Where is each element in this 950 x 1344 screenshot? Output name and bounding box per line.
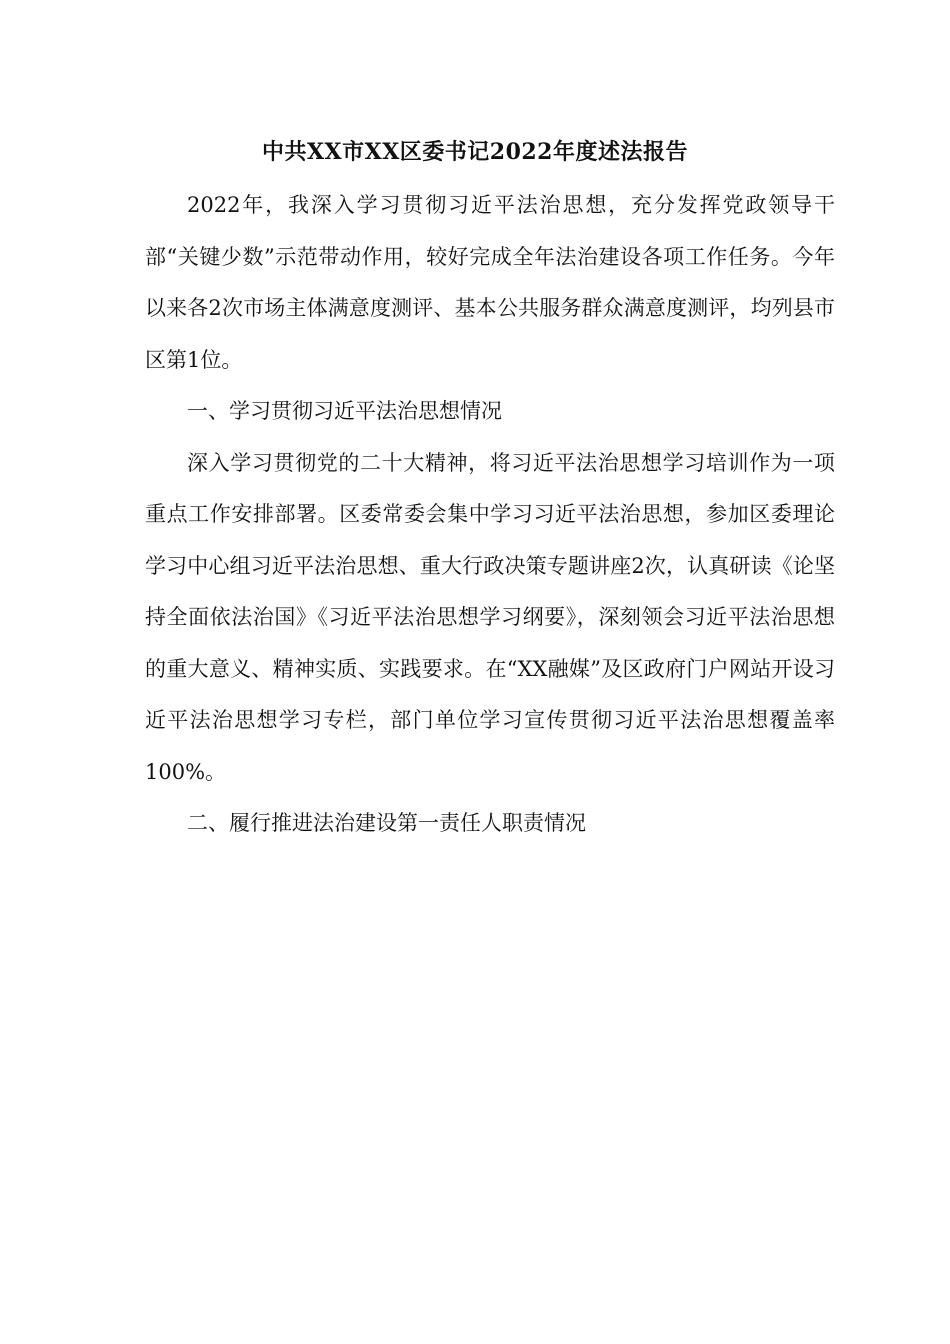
document-title: 中共XX市XX区委书记2022年度述法报告 [261,139,688,165]
document-body [145,180,835,850]
paragraph-intro: 2022年，我深入学习贯彻习近平法治思想，充分发挥党政领导干部“关键少数”示范带动作用，较好完成全年法治建设各项工作任务。今年以来各2次市场主体满意度测评、基本公共服务群众满意度测评，均列县市区第1位。 [145,193,835,372]
section-heading-2: 二、履行推进法治建设第一责任人职责情况 [187,811,586,835]
paragraph-section-1: 深入学习贯彻党的二十大精神，将习近平法治思想学习培训作为一项重点工作安排部署。区委常委会集中学习习近平法治思想，参加区委理论学习中心组习近平法治思想、重大行政决策专题讲座2次，认真研读《论坚持全面依法治国》《习近平法治思想学习纲要》，深刻领会习近平法治思想的重大意义、精神实质、实践要求。在“XX融媒”及区政府门户网站开设习近平法治思想学习专栏，部门单位学习宣传贯彻习近平法治思想覆盖率100%。 [145,450,835,784]
section-heading-1: 一、学习贯彻习近平法治思想情况 [187,399,502,423]
